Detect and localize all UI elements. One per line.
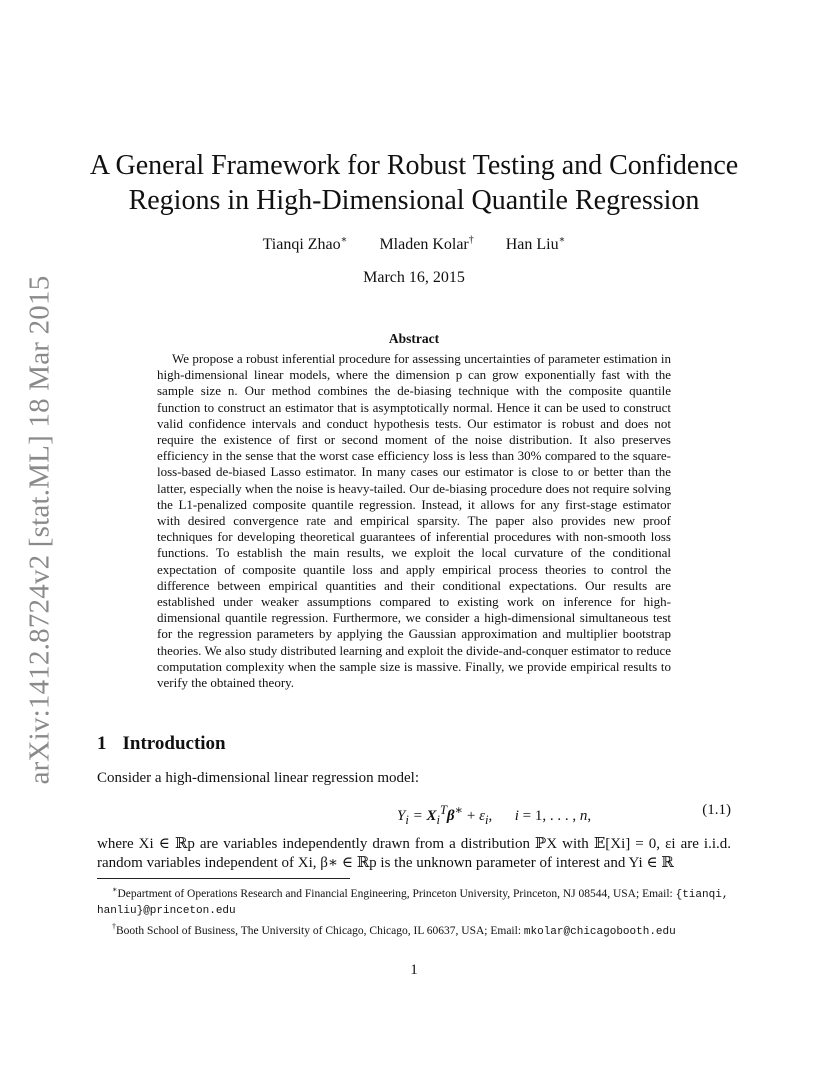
title-line-2: Regions in High-Dimensional Quantile Regression <box>128 185 700 216</box>
email-label: Email: <box>642 887 673 900</box>
email-address: {tianqi, hanliu}@princeton.edu <box>97 888 729 917</box>
abstract-body: We propose a robust inferential procedure for assessing uncertainties of parameter estimation in high-dimensional linear models, where the dimension p can grow exponentially fast with the sample size n. Our method combines the de-biasing technique with the composite quantile function to construct an estimator that is asymptotically normal. Hence it can be used to construct valid confidence intervals and conduct hypothesis tests. Our estimator is robust and does not require the existence of first or second moment of the noise distribution. It also preserves efficiency in the sense that the worst case efficiency loss is less than 30% compared to the square-loss-based de-biased Lasso estimator. In many cases our estimator is close to or better than the latter, especially when the noise is heavy-tailed. Our de-biasing procedure does not require solving the L1-penalized composite quantile regression. Instead, it allows for any first-stage estimator with desired convergence rate and empirical sparsity. The paper also provides new proof techniques for developing theoretical guarantees of inferential procedures with non-smooth loss functions. To establish the main results, we exploit the local curvature of the conditional expectation of composite quantile loss and apply empirical process theories to control the difference between empirical quantities and their conditional expectations. Our results are established under weaker assumptions compared to existing work on inference for high-dimensional quantile regression. Furthermore, we consider a high-dimensional simultaneous test for the regression parameters by applying the Gaussian approximation and multiplier bootstrap theories. We also study distributed learning and exploit the divide-and-conquer estimator to reduce computation complexity when the sample size is massive. Finally, we provide empirical results to verify the obtained theory. <box>157 351 671 691</box>
arxiv-watermark <box>0 0 70 1072</box>
arxiv-identifier: arXiv:1412.8724v2 [stat.ML] 18 Mar 2015 <box>23 275 56 785</box>
footnotes <box>97 882 737 940</box>
footnote-1 <box>97 882 737 919</box>
author-name: Tianqi Zhao <box>262 236 341 254</box>
footnote-mark: ∗ <box>112 885 118 894</box>
author-name: Mladen Kolar <box>379 236 469 254</box>
intro-paragraph-2: where Xi ∈ ℝp are variables independently drawn from a distribution ℙX with 𝔼[Xi] = 0, εi are i.i.d. random variables independent of Xi, β∗ ∈ ℝp is the unknown parameter of interest and Yi ∈ ℝ <box>97 836 731 871</box>
paper-date: March 16, 2015 <box>363 269 465 286</box>
section-heading <box>97 733 226 755</box>
equation-number: (1.1) <box>702 802 731 818</box>
affiliation-mark: ∗ <box>340 235 348 246</box>
footnote-2 <box>97 919 737 940</box>
author-2 <box>379 236 473 253</box>
footnote-text: Booth School of Business, The University of Chicago, Chicago, IL 60637, USA; Email: <box>116 924 522 937</box>
page-number: 1 <box>410 962 418 978</box>
author-1 <box>263 236 348 253</box>
section-number: 1 <box>97 733 107 754</box>
footnote-text: Department of Operations Research and Financial Engineering, Princeton University, Princeton, NJ 08544, USA; <box>117 887 640 900</box>
abstract-heading: Abstract <box>388 331 440 346</box>
author-3 <box>506 236 566 253</box>
affiliation-mark: † <box>468 235 474 246</box>
title-line-1: A General Framework for Robust Testing and Confidence <box>89 150 739 181</box>
section-title: Introduction <box>122 733 226 754</box>
author-list <box>80 235 748 254</box>
footnote-divider <box>97 878 350 879</box>
equation-body: $Y_i = X_i^T\beta^∗ + \varepsilon_i$, i = 1, . . . , n, <box>397 803 592 827</box>
equation-1-1 <box>97 802 731 826</box>
footnote-mark: † <box>112 921 116 931</box>
paper-title <box>80 148 748 218</box>
author-name: Han Liu <box>505 236 559 254</box>
affiliation-mark: ∗ <box>558 235 566 246</box>
intro-paragraph-1: Consider a high-dimensional linear regression model: <box>97 770 420 786</box>
email-address: mkolar@chicagobooth.edu <box>523 925 676 938</box>
